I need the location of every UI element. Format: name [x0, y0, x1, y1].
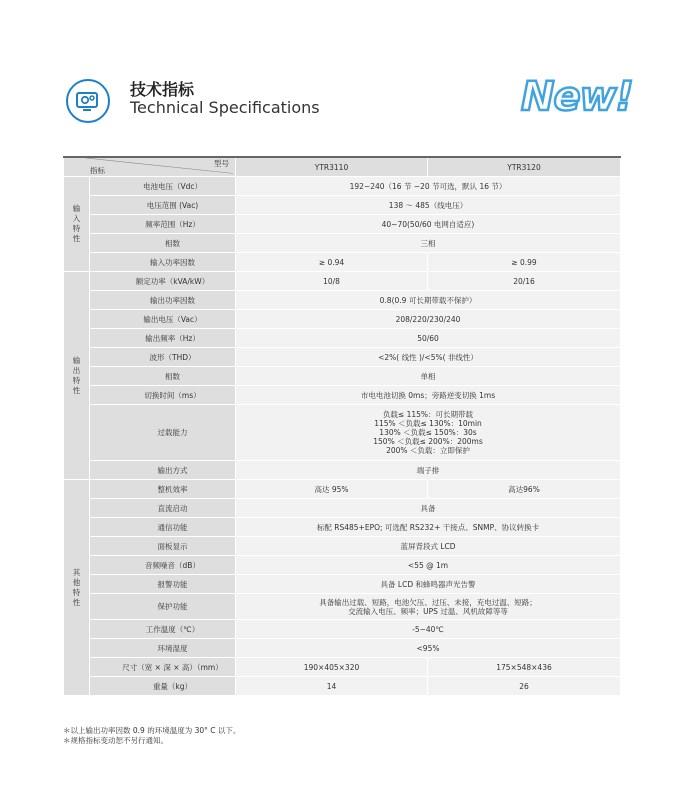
table-row	[64, 556, 621, 575]
settings-monitor-icon	[75, 89, 101, 113]
param-name: 电池电压（Vdc）	[90, 177, 236, 196]
param-name: 过载能力	[90, 405, 236, 461]
table-row	[64, 537, 621, 556]
param-value: 单相	[236, 367, 621, 386]
table-row	[64, 196, 621, 215]
table-row	[64, 177, 621, 196]
param-value: <55 @ 1m	[236, 556, 621, 575]
param-value: 0.8(0.9 可长期带载不保护）	[236, 291, 621, 310]
param-name: 报警功能	[90, 575, 236, 594]
table-row	[64, 461, 621, 480]
param-value: 具备 LCD 和蜂鸣器声光告警	[236, 575, 621, 594]
param-name: 切换时间（ms）	[90, 386, 236, 405]
param-value-model2: 26	[428, 677, 621, 696]
table-row	[64, 234, 621, 253]
corner-cell	[64, 157, 236, 177]
value-line: 负载≤ 115%：可长期带载	[382, 410, 474, 419]
param-value-model1: 10/8	[236, 272, 428, 291]
param-name: 相数	[90, 367, 236, 386]
table-row	[64, 405, 621, 461]
param-name: 额定功率（kVA/kW）	[90, 272, 236, 291]
table-row	[64, 367, 621, 386]
param-name: 音频噪音（dB）	[90, 556, 236, 575]
param-name: 电压范围 (Vac)	[90, 196, 236, 215]
param-name: 直流启动	[90, 499, 236, 518]
group-label: 其他特性	[64, 480, 90, 696]
table-row	[64, 348, 621, 367]
logo	[66, 79, 110, 123]
param-value-model2: 175×548×436	[428, 658, 621, 677]
param-value: 50/60	[236, 329, 621, 348]
param-value: -5~40℃	[236, 620, 621, 639]
table-row	[64, 215, 621, 234]
param-name: 输出频率（Hz）	[90, 329, 236, 348]
param-value: 市电电池切换 0ms；旁路逆变切换 1ms	[236, 386, 621, 405]
table-row	[64, 272, 621, 291]
param-name: 重量（kg）	[90, 677, 236, 696]
footnotes	[63, 726, 240, 746]
param-value-model1: 190×405×320	[236, 658, 428, 677]
footnote: ＊以上输出功率因数 0.9 的环境温度为 30° C 以下。	[63, 726, 241, 735]
param-name: 保护功能	[90, 594, 236, 620]
param-name: 输出功率因数	[90, 291, 236, 310]
param-name: 输出电压（Vac）	[90, 310, 236, 329]
param-value: 138 ～ 485（线电压）	[236, 196, 621, 215]
table-row	[64, 658, 621, 677]
param-name: 通信功能	[90, 518, 236, 537]
value-line: 130% ＜负载≤ 150%：30s	[379, 428, 477, 437]
model-header: YTR3120	[428, 157, 621, 177]
table-row	[64, 620, 621, 639]
param-value-model1: ≥ 0.94	[236, 253, 428, 272]
param-name: 输入功率因数	[90, 253, 236, 272]
param-value-model2: 高达96%	[428, 480, 621, 499]
new-badge: New!	[521, 74, 633, 120]
table-row	[64, 594, 621, 620]
table-row	[64, 253, 621, 272]
table-row	[64, 499, 621, 518]
param-value: 蓝屏背段式 LCD	[236, 537, 621, 556]
param-name: 环境湿度	[90, 639, 236, 658]
param-name: 波形（THD）	[90, 348, 236, 367]
param-value-multiline	[236, 594, 621, 620]
group-label: 输入特性	[64, 177, 90, 272]
table-row	[64, 291, 621, 310]
param-value: 208/220/230/240	[236, 310, 621, 329]
param-value: <95%	[236, 639, 621, 658]
param-value-model2: 20/16	[428, 272, 621, 291]
table-row	[64, 310, 621, 329]
table-row	[64, 329, 621, 348]
footnote: ＊规格指标变动恕不另行通知。	[63, 736, 168, 745]
value-line: 115% ＜负载≤ 130%：10min	[374, 419, 482, 428]
param-value: 端子排	[236, 461, 621, 480]
param-name: 频率范围（Hz）	[90, 215, 236, 234]
table-header-row	[64, 157, 621, 177]
param-value-multiline	[236, 405, 621, 461]
model-header: YTR3110	[236, 157, 428, 177]
param-value: 192~240（16 节 ~20 节可选，默认 16 节）	[236, 177, 621, 196]
table-row	[64, 639, 621, 658]
param-value: 标配 RS485+EPO; 可选配 RS232+ 干接点、SNMP、协议转换卡	[236, 518, 621, 537]
param-name: 整机效率	[90, 480, 236, 499]
group-label: 输出特性	[64, 272, 90, 480]
table-row	[64, 386, 621, 405]
table-row	[64, 677, 621, 696]
table-row	[64, 480, 621, 499]
param-name: 尺寸（宽 × 深 × 高）（mm）	[90, 658, 236, 677]
param-value: 40~70(50/60 电网自适应)	[236, 215, 621, 234]
spec-table	[63, 156, 621, 696]
table-row	[64, 575, 621, 594]
param-value: <2%( 线性 )/<5%( 非线性）	[236, 348, 621, 367]
param-value: 具备	[236, 499, 621, 518]
param-value: 三相	[236, 234, 621, 253]
page-title-cn: 技术指标	[130, 80, 195, 99]
table-row	[64, 518, 621, 537]
param-value-model1: 14	[236, 677, 428, 696]
corner-model-label: 型号	[214, 159, 229, 168]
param-name: 输出方式	[90, 461, 236, 480]
param-name: 相数	[90, 234, 236, 253]
value-line: 150% ＜负载≤ 200%：200ms	[373, 437, 483, 446]
value-line: 200% ＜负载：立即保护	[386, 446, 470, 455]
page-title-en: Technical Specifications	[130, 98, 320, 117]
param-value-model1: 高达 95%	[236, 480, 428, 499]
header	[66, 74, 633, 127]
param-name: 面板显示	[90, 537, 236, 556]
value-line: 交流输入电压、频率；UPS 过温、风机故障等等	[348, 606, 508, 616]
value-line: 具备输出过载、短路，电池欠压、过压、未接，充电过温、短路；	[319, 597, 537, 607]
corner-index-label: 指标	[90, 166, 105, 175]
param-name: 工作温度（℃）	[90, 620, 236, 639]
param-value-model2: ≥ 0.99	[428, 253, 621, 272]
